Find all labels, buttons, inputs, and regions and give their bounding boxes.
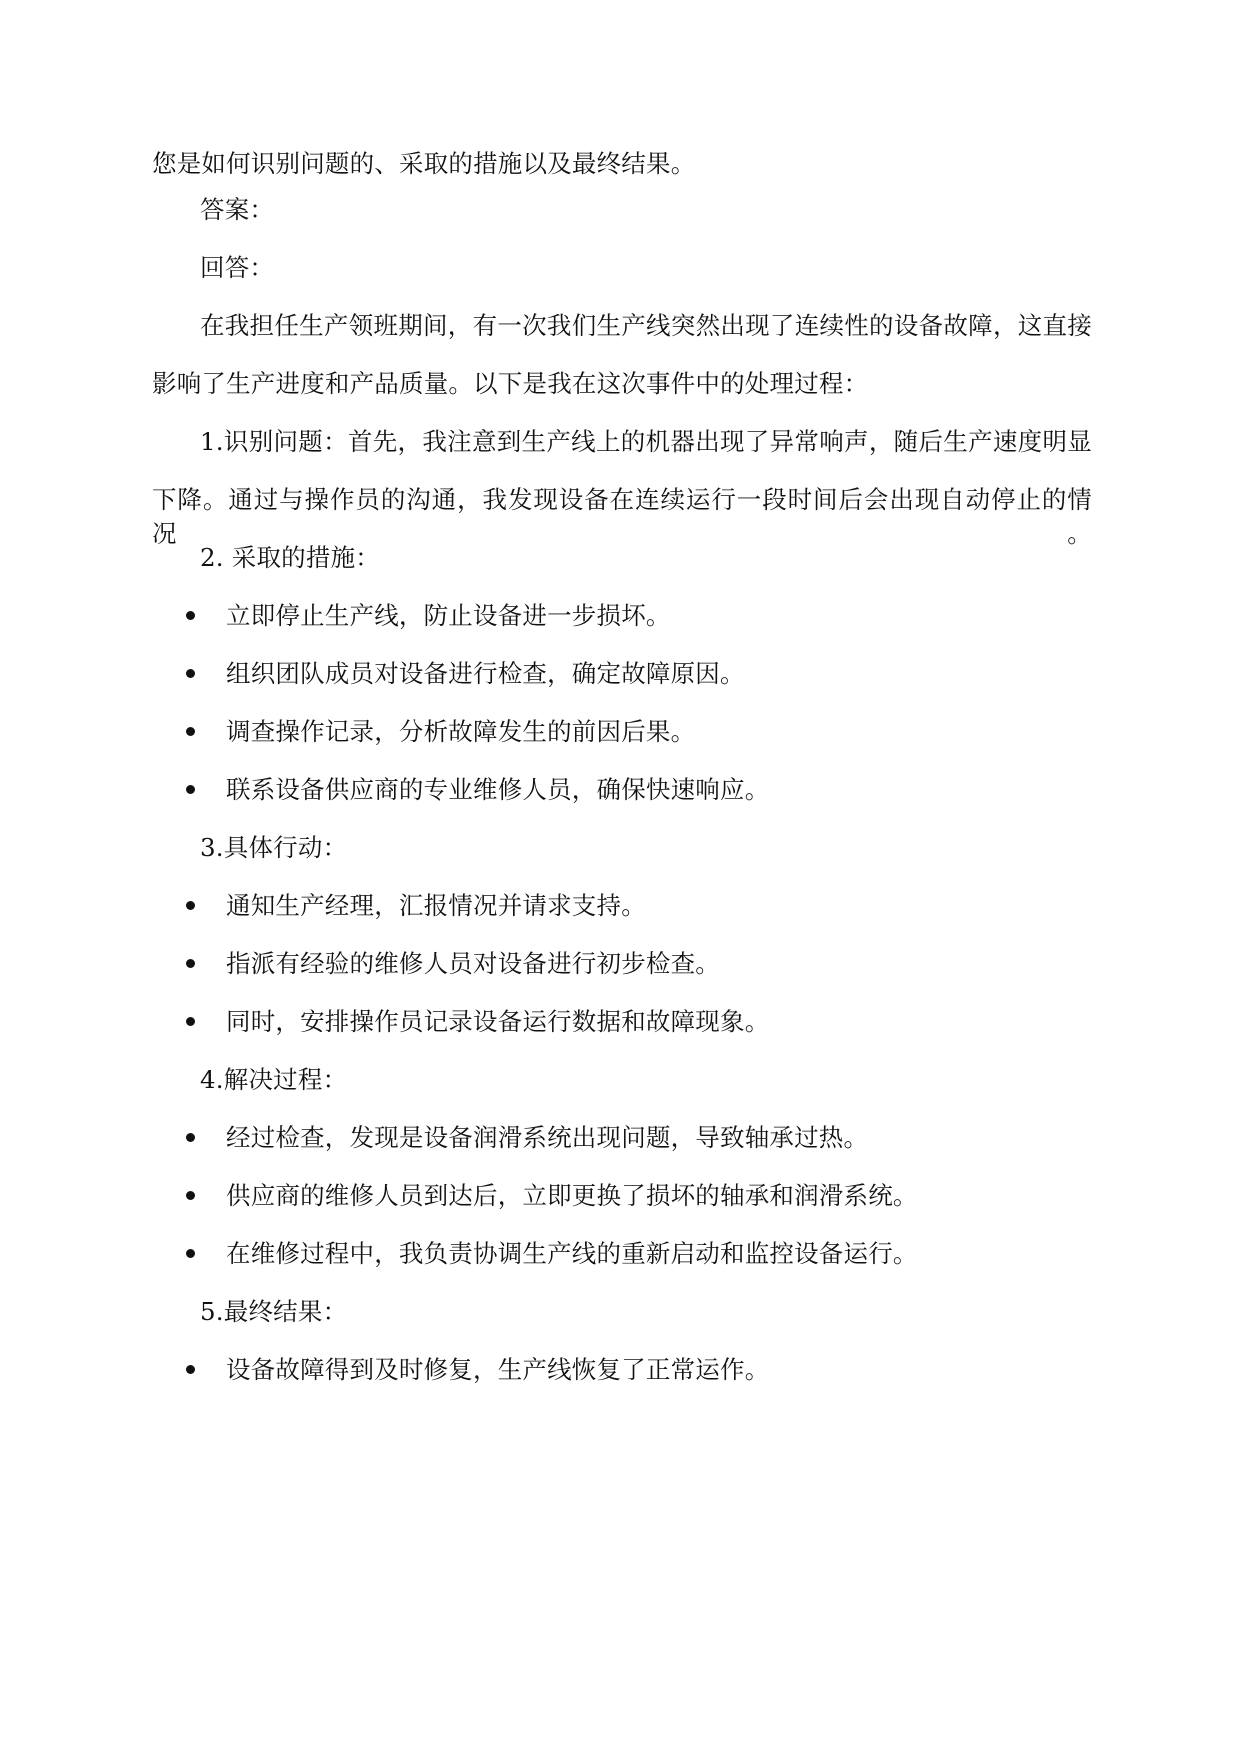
step-5-heading: 5.最终结果： bbox=[200, 1297, 348, 1326]
list-item bbox=[186, 1121, 1086, 1155]
bullet-icon bbox=[186, 727, 195, 736]
list-item-text: 经过检查，发现是设备润滑系统出现问题，导致轴承过热。 bbox=[226, 1123, 869, 1152]
list-item bbox=[186, 1237, 1086, 1271]
bullet-icon bbox=[186, 1017, 195, 1026]
step-1-continuation-line: 下降。通过与操作员的沟通，我发现设备在连续运行一段时间后会出现自动停止的情况。 bbox=[152, 485, 1092, 548]
bullet-icon bbox=[186, 959, 195, 968]
step-4-heading: 4.解决过程： bbox=[200, 1065, 348, 1094]
paragraph-line-2: 在我担任生产领班期间，有一次我们生产线突然出现了连续性的设备故障，这直接 bbox=[200, 311, 1092, 340]
bullet-icon bbox=[186, 1191, 195, 1200]
step-3-heading: 3.具体行动： bbox=[200, 833, 348, 862]
list-item bbox=[186, 889, 1086, 923]
bullet-icon bbox=[186, 1133, 195, 1142]
step-1-heading-line: 1.识别问题：首先，我注意到生产线上的机器出现了异常响声，随后生产速度明显 bbox=[200, 427, 1092, 456]
list-item bbox=[186, 1179, 1086, 1213]
list-item bbox=[186, 599, 1086, 633]
reply-label: 回答： bbox=[200, 253, 275, 282]
list-item bbox=[186, 773, 1086, 807]
list-item bbox=[186, 715, 1086, 749]
paragraph-line-3: 影响了生产进度和产品质量。以下是我在这次事件中的处理过程： bbox=[152, 369, 869, 398]
list-item bbox=[186, 1005, 1086, 1039]
list-item-text: 组织团队成员对设备进行检查，确定故障原因。 bbox=[226, 659, 745, 688]
bullet-icon bbox=[186, 669, 195, 678]
bullet-icon bbox=[186, 611, 195, 620]
bullet-icon bbox=[186, 901, 195, 910]
list-item-text: 指派有经验的维修人员对设备进行初步检查。 bbox=[226, 949, 720, 978]
list-item bbox=[186, 947, 1086, 981]
bullet-icon bbox=[186, 1249, 195, 1258]
list-item-text: 通知生产经理，汇报情况并请求支持。 bbox=[226, 891, 646, 920]
list-item bbox=[186, 1353, 1086, 1387]
paragraph-line-1: 您是如何识别问题的、采取的措施以及最终结果。 bbox=[152, 149, 696, 178]
list-item-text: 联系设备供应商的专业维修人员，确保快速响应。 bbox=[226, 775, 770, 804]
list-item-text: 调查操作记录，分析故障发生的前因后果。 bbox=[226, 717, 696, 746]
step-2-heading: 2. 采取的措施： bbox=[200, 543, 380, 572]
answer-label: 答案： bbox=[200, 195, 275, 224]
list-item-text: 同时，安排操作员记录设备运行数据和故障现象。 bbox=[226, 1007, 770, 1036]
list-item-text: 在维修过程中，我负责协调生产线的重新启动和监控设备运行。 bbox=[226, 1239, 918, 1268]
list-item bbox=[186, 657, 1086, 691]
bullet-icon bbox=[186, 785, 195, 794]
bullet-icon bbox=[186, 1365, 195, 1374]
list-item-text: 设备故障得到及时修复，生产线恢复了正常运作。 bbox=[226, 1355, 770, 1384]
list-item-text: 供应商的维修人员到达后，立即更换了损坏的轴承和润滑系统。 bbox=[226, 1181, 918, 1210]
list-item-text: 立即停止生产线，防止设备进一步损坏。 bbox=[226, 601, 671, 630]
